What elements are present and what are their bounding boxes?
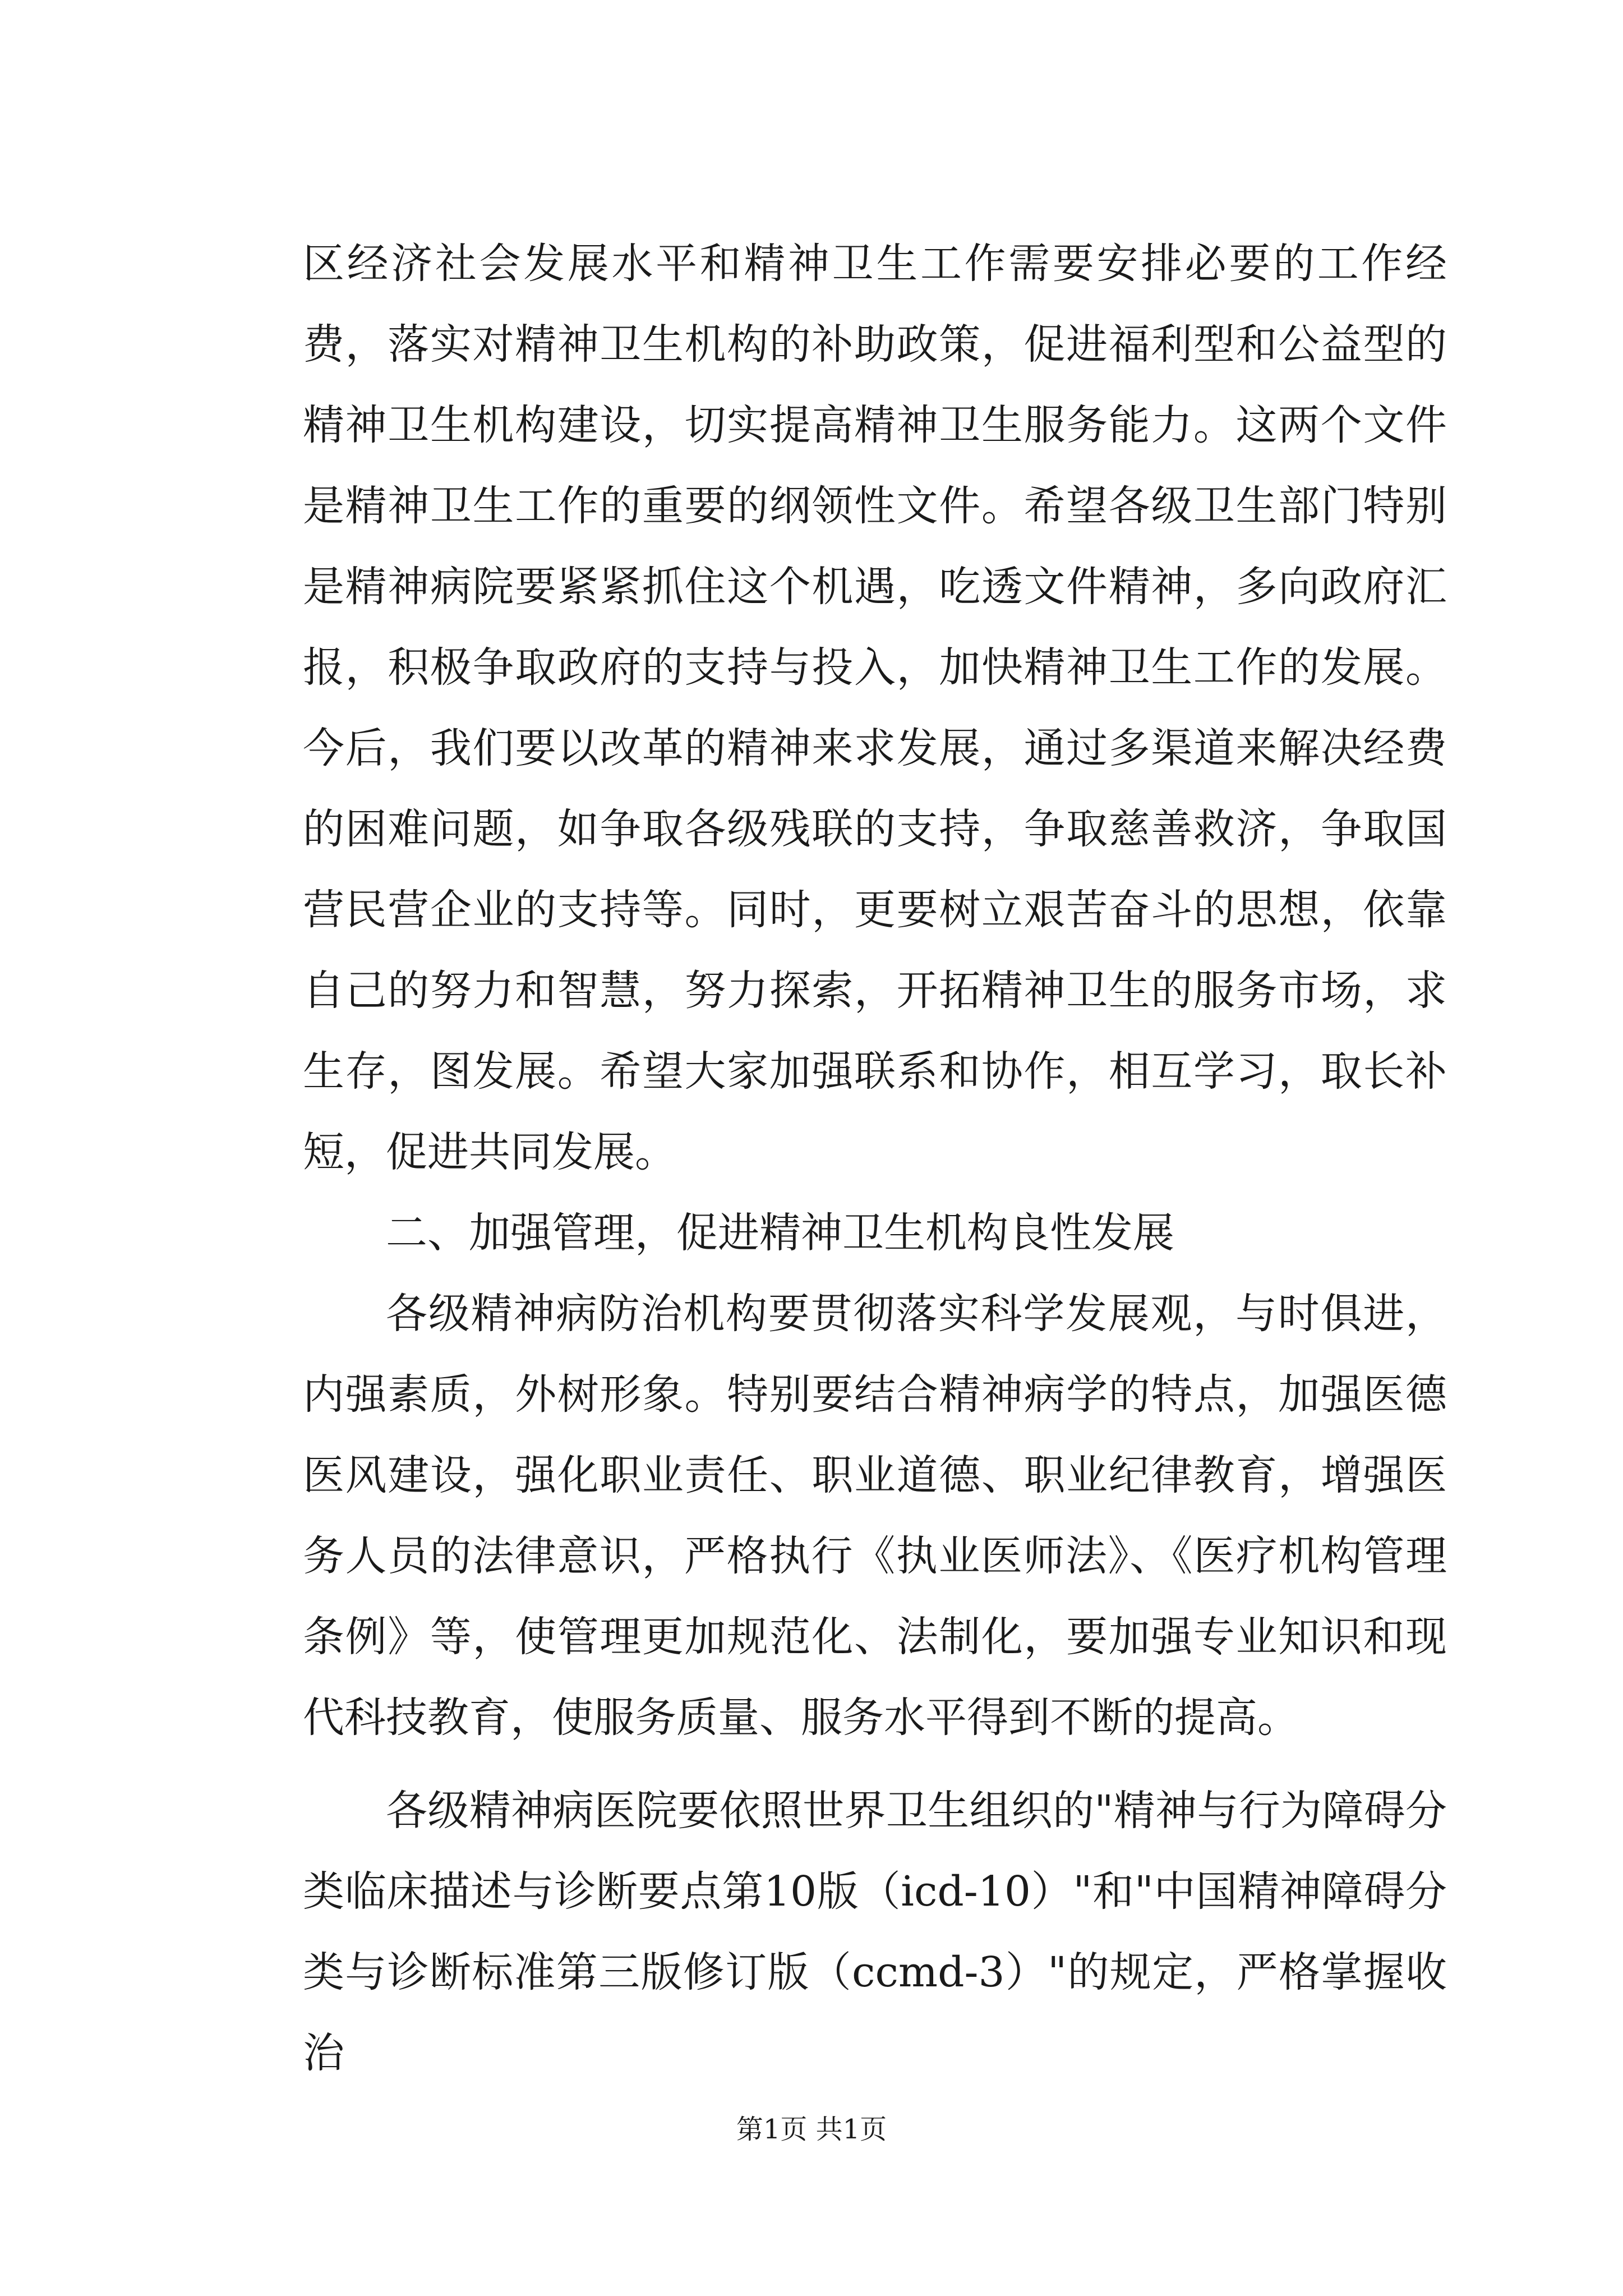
paragraph-continued: 区经济社会发展水平和精神卫生工作需要安排必要的工作经费，落实对精神卫生机构的补助政策，促进福利型和公益型的精神卫生机构建设，切实提高精神卫生服务能力。这两个文件是精神卫生工作的重要的纲领性文件。希望各级卫生部门特别是精神病院要紧紧抓住这个机遇，吃透文件精神，多向政府汇报，积极争取政府的支持与投入，加快精神卫生工作的发展。今后，我们要以改革的精神来求发展，通过多渠道来解决经费的困难问题，如争取各级残联的支持，争取慈善救济，争取国营民营企业的支持等。同时，更要树立艰苦奋斗的思想，依靠自己的努力和智慧，努力探索，开拓精神卫生的服务市场，求生存，图发展。希望大家加强联系和协作，相互学习，取长补短，促进共同发展。	[303, 240, 1447, 1176]
paragraph-management: 各级精神病防治机构要贯彻落实科学发展观，与时俱进，内强素质，外树形象。特别要结合精神病学的特点，加强医德医风建设，强化职业责任、职业道德、职业纪律教育，增强医务人员的法律意识，严格执行《执业医师法》、《医疗机构管理条例》等，使管理更加规范化、法制化，要加强专业知识和现代科技教育，使服务质量、服务水平得到不断的提高。	[303, 1290, 1447, 1742]
document-body	[303, 223, 1447, 2093]
paragraph-diagnosis: 各级精神病医院要依照世界卫生组织的"精神与行为障碍分类临床描述与诊断要点第10版（icd-10）"和"中国精神障碍分类与诊断标准第三版修订版（ccmd-3）"的规定，严格掌握收治	[303, 1787, 1447, 2077]
page-footer: 第1页 共1页	[736, 2114, 887, 2145]
section-heading: 二、加强管理，促进精神卫生机构良性发展	[386, 1209, 1174, 1257]
